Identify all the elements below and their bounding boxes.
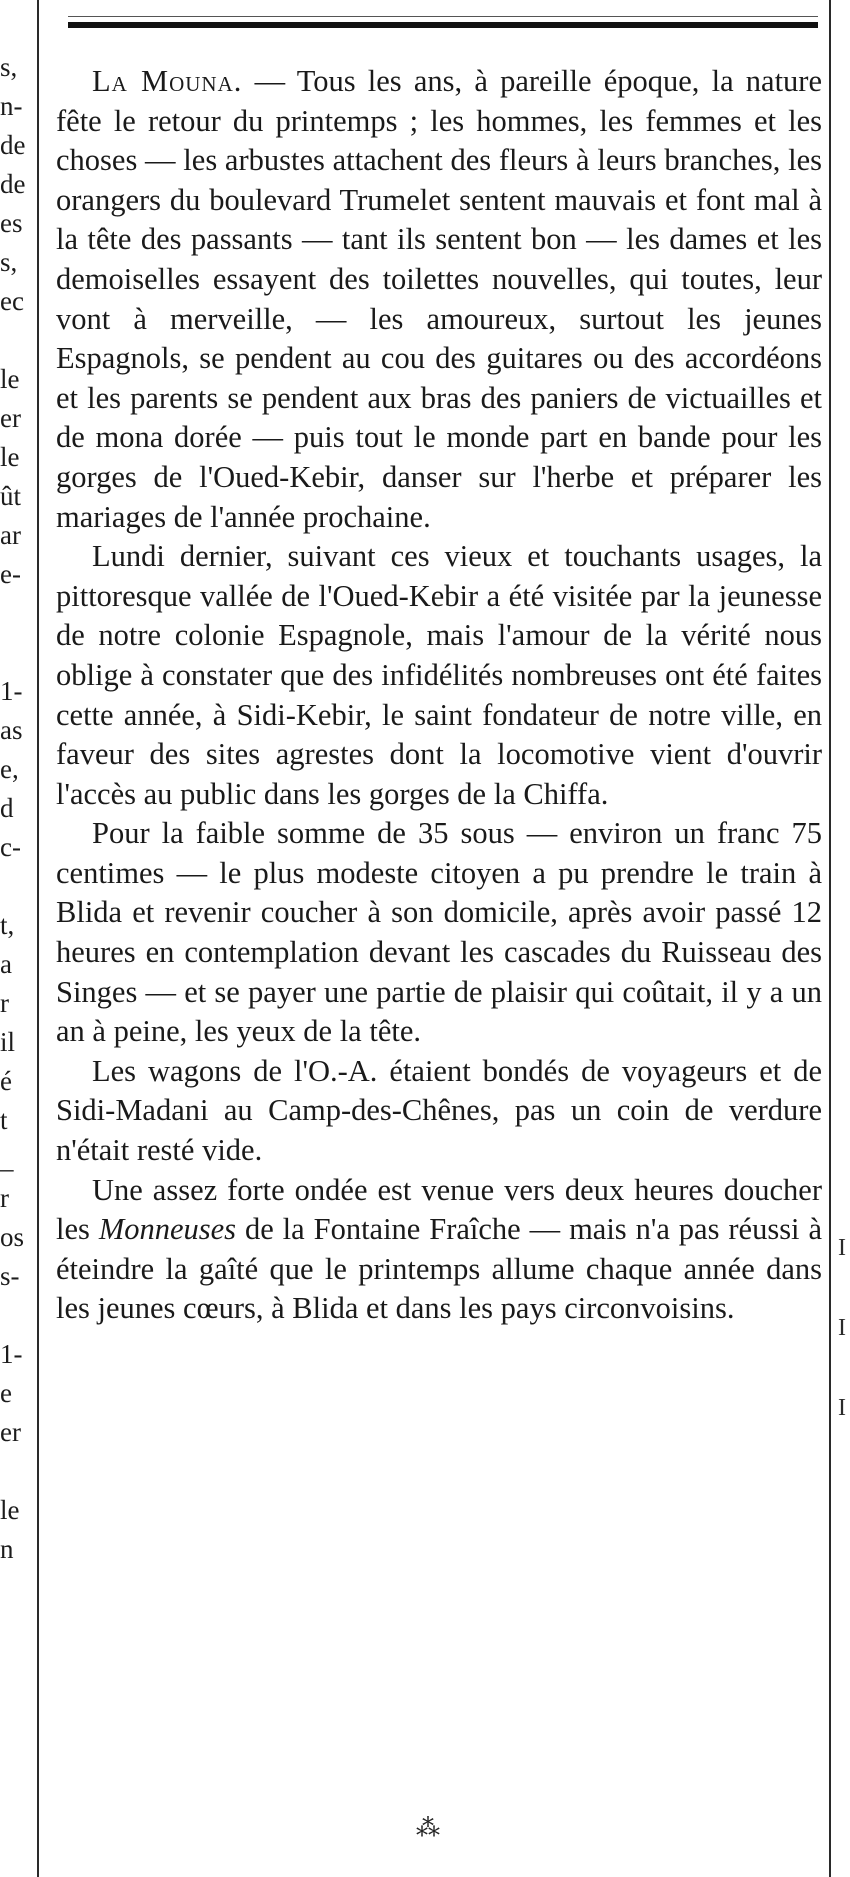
left-column-line bbox=[0, 867, 36, 906]
left-column-line bbox=[0, 1296, 36, 1335]
left-column-line: ar bbox=[0, 520, 21, 550]
left-column-line: s- bbox=[0, 1261, 20, 1291]
left-column-line: r bbox=[0, 988, 9, 1018]
left-column-line: e, bbox=[0, 754, 19, 784]
left-column-line: de bbox=[0, 169, 26, 199]
left-column-line: _ bbox=[0, 1144, 14, 1174]
section-rule bbox=[68, 22, 818, 28]
left-column-line: 1- bbox=[0, 676, 23, 706]
paragraph-4: Les wagons de l'O.-A. étaient bondés de voyageurs et de Sidi-Madani au Camp-des-Chênes, pas un coin de verdure n'était resté vide. bbox=[56, 1053, 822, 1168]
left-column-line: a bbox=[0, 949, 12, 979]
left-column-line: n- bbox=[0, 91, 23, 121]
asterism-separator: ⁂ bbox=[416, 1816, 440, 1842]
left-column-line: r bbox=[0, 1183, 9, 1213]
left-column-line: t, bbox=[0, 910, 15, 940]
paragraph-5 bbox=[56, 1171, 822, 1329]
left-column-line: ût bbox=[0, 481, 22, 511]
left-column-line: le bbox=[0, 1495, 20, 1525]
column-rule-right bbox=[829, 0, 831, 1877]
left-column-line: e bbox=[0, 1378, 12, 1408]
left-column-line: c- bbox=[0, 832, 21, 862]
left-column-line bbox=[0, 633, 36, 672]
left-column-line bbox=[0, 594, 36, 633]
article-la-mouna bbox=[56, 62, 822, 1329]
left-column-line: e- bbox=[0, 559, 21, 589]
left-column-line: 1- bbox=[0, 1339, 23, 1369]
section-rule-thin bbox=[68, 16, 818, 17]
paragraph-5-start: Une assez forte ondée est venue vers deux heures doucher les bbox=[56, 1172, 822, 1247]
paragraph-2: Lundi dernier, suivant ces vieux et touchants usages, la pittoresque vallée de l'Oued-Kebir a été visitée par la jeunesse de notre colonie Espagnole, mais l'amour de la vérité nous oblige à constater que des infidélités nombreuses ont été faites cette année, à Sidi-Kebir, le saint fondateur de notre ville, en faveur des sites agrestes dont la locomotive vient d'ouvrir l'accès au public dans les gorges de la Chiffa. bbox=[56, 539, 822, 811]
paragraph-1 bbox=[56, 62, 822, 537]
left-column-line: n bbox=[0, 1534, 14, 1564]
left-column-line: ec bbox=[0, 286, 24, 316]
left-column-line: er bbox=[0, 1417, 21, 1447]
paragraph-1-text: — Tous les ans, à pareille époque, la nature fête le retour du printemps ; les hommes, les femmes et les choses — les arbustes attachent des fleurs à leurs branches, les orangers du boulevard Trumelet sentent mauvais et font mal à la tête des passants — tant ils sentent bon — les dames et les demoiselles essayent des toilettes nouvelles, qui toutes, leur vont à merveille, — les amoureux, surtout les jeunes Espagnols, se pendent au cou des guitares ou des accordéons et les parents se pendent aux bras des paniers de victuailles et de mona dorée — puis tout le monde part en bande pour les gorges de l'Oued-Kebir, danser sur l'herbe et préparer les mariages de l'année prochaine. bbox=[56, 64, 822, 534]
left-column-line: de bbox=[0, 130, 26, 160]
left-column-line: t bbox=[0, 1105, 8, 1135]
right-column-fragment: I bbox=[838, 1315, 846, 1341]
left-column-line: as bbox=[0, 715, 23, 745]
left-column-line: le bbox=[0, 442, 20, 472]
left-column-line: er bbox=[0, 403, 21, 433]
left-column-line bbox=[0, 1452, 36, 1491]
paragraph-5-end: de la Fontaine Fraîche — mais n'a pas réussi à éteindre la gaîté que le printemps allume chaque année dans les jeunes cœurs, à Blida et dans les pays circonvoisins. bbox=[56, 1212, 822, 1326]
left-column-line: d bbox=[0, 793, 14, 823]
paragraph-3: Pour la faible somme de 35 sous — environ un franc 75 centimes — le plus modeste citoyen a pu prendre le train à Blida et revenir coucher à son domicile, après avoir passé 12 heures en contemplation devant les cascades du Ruisseau des Singes — et se payer une partie de plaisir qui coûtait, il y a un an à peine, les yeux de la tête. bbox=[56, 816, 822, 1049]
left-column-line: es bbox=[0, 208, 23, 238]
left-column-line: le bbox=[0, 364, 20, 394]
article-heading: La Mouna. bbox=[92, 64, 243, 98]
left-column-line: é bbox=[0, 1066, 12, 1096]
right-column-fragment: I bbox=[838, 1235, 846, 1261]
left-column-line: s, bbox=[0, 247, 18, 277]
right-column-fragment: I bbox=[838, 1395, 846, 1421]
column-rule-left bbox=[37, 0, 39, 1877]
paragraph-5-italic: Monneuses bbox=[98, 1212, 237, 1247]
left-column-line: il bbox=[0, 1027, 16, 1057]
left-column-fragments bbox=[0, 48, 36, 1569]
left-column-line: os bbox=[0, 1222, 25, 1252]
left-column-line: s, bbox=[0, 52, 18, 82]
left-column-line bbox=[0, 321, 36, 360]
